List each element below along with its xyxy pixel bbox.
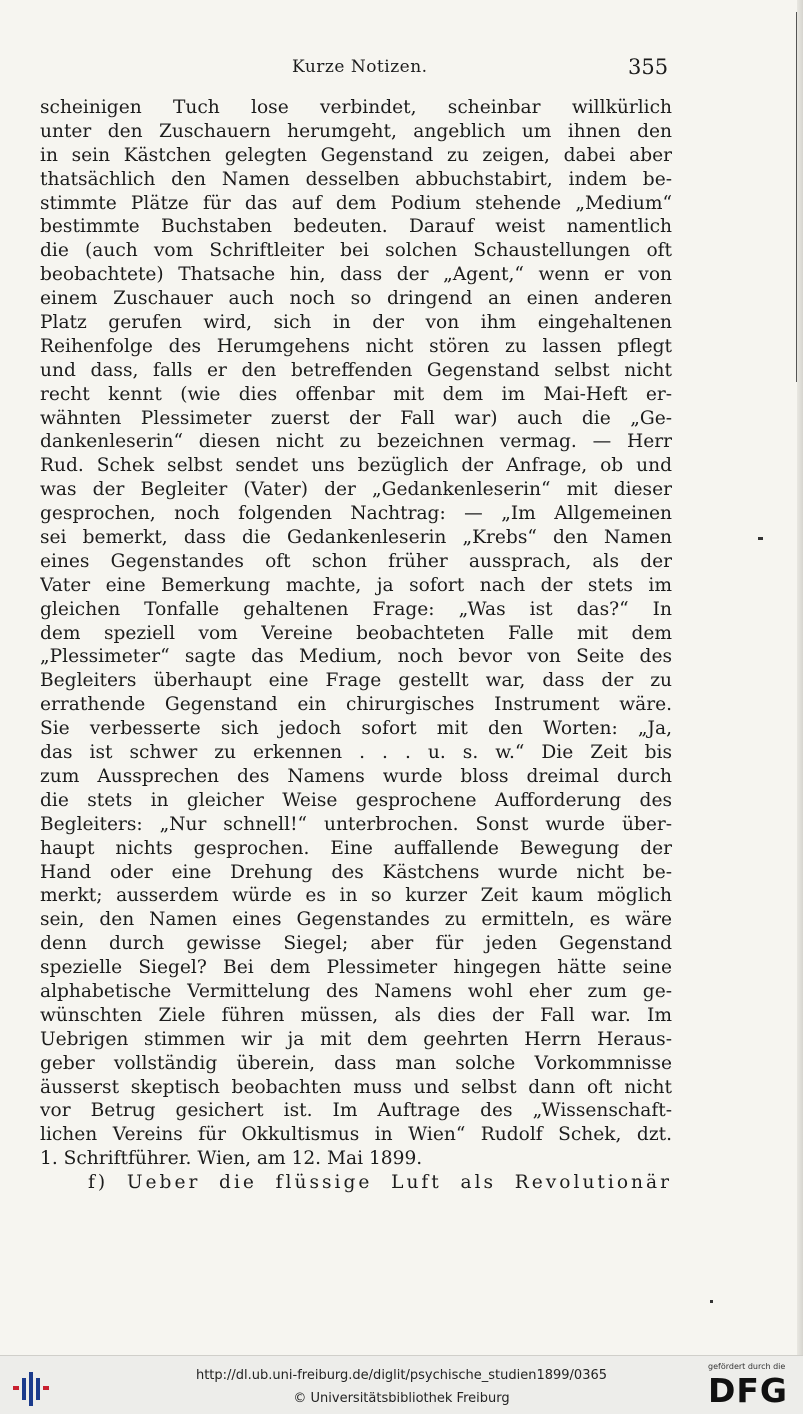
text-line: wähnten Plessimeter zuerst der Fall war) auch die „Ge-: [40, 407, 672, 429]
section-heading-line: f) Ueber die flüssige Luft als Revolutionär: [88, 1172, 672, 1194]
running-header-title: Kurze Notizen.: [292, 57, 428, 77]
text-line: scheinigen Tuch lose verbindet, scheinbar willkürlich: [40, 97, 672, 118]
text-line: alphabetische Vermittelung des Namens wohl eher zum ge-: [40, 980, 672, 1002]
dfg-caption: gefördert durch die: [708, 1362, 786, 1371]
text-line: stimmte Plätze für das auf dem Podium stehende „Medium“: [40, 192, 672, 214]
text-line: die stets in gleicher Weise gesprochene Aufforderung des: [40, 789, 672, 811]
text-line: vor Betrug gesichert ist. Im Auftrage des „Wissenschaft-: [40, 1100, 672, 1122]
text-line: haupt nichts gesprochen. Eine auffallende Bewegung der: [40, 837, 672, 859]
text-line: die (auch vom Schriftleiter bei solchen Schaustellungen oft: [40, 240, 672, 262]
text-line: was der Begleiter (Vater) der „Gedankenleserin“ mit dieser: [40, 479, 672, 501]
text-line: wünschten Ziele führen müssen, als dies der Fall war. Im: [40, 1004, 672, 1026]
text-line: merkt; ausserdem würde es in so kurzer Zeit kaum möglich: [40, 885, 672, 907]
text-line: Reihenfolge des Herumgehens nicht stören zu lassen pflegt: [40, 335, 672, 357]
source-url-link[interactable]: http://dl.ub.uni-freiburg.de/diglit/psychische_studien1899/0365: [195, 1368, 608, 1383]
text-line: äusserst skeptisch beobachten muss und selbst dann oft nicht: [40, 1076, 672, 1098]
scan-mark: [758, 537, 763, 540]
text-line: Rud. Schek selbst sendet uns bezüglich der Anfrage, ob und: [40, 455, 672, 477]
text-line: in sein Kästchen gelegten Gegenstand zu zeigen, dabei aber: [40, 144, 672, 166]
text-line: denn durch gewisse Siegel; aber für jeden Gegenstand: [40, 933, 672, 955]
footer-bar: [0, 1355, 803, 1414]
text-line: das ist schwer zu erkennen . . . u. s. w.“ Die Zeit bis: [40, 742, 672, 764]
copyright-text: © Universitätsbibliothek Freiburg: [293, 1391, 510, 1406]
text-line: gleichen Tonfalle gehaltenen Frage: „Was ist das?“ In: [40, 598, 672, 620]
text-line: unter den Zuschauern herumgeht, angeblich um ihnen den: [40, 120, 672, 142]
text-line: sein, den Namen eines Gegenstandes zu ermitteln, es wäre: [40, 909, 672, 931]
text-line: recht kennt (wie dies offenbar mit dem im Mai-Heft er-: [40, 383, 672, 405]
text-line: Platz gerufen wird, sich in der von ihm eingehaltenen: [40, 312, 672, 334]
text-line: 1. Schriftführer. Wien, am 12. Mai 1899.: [40, 1148, 423, 1170]
text-line: gesprochen, noch folgenden Nachtrag: — „Im Allgemeinen: [40, 503, 672, 525]
text-line: thatsächlich den Namen desselben abbuchstabirt, indem be-: [40, 168, 672, 190]
text-line: einem Zuschauer auch noch so dringend an einen anderen: [40, 288, 672, 310]
text-line: Vater eine Bemerkung machte, ja sofort nach der stets im: [40, 574, 672, 596]
text-line: dem speziell vom Vereine beobachteten Falle mit dem: [40, 622, 672, 644]
text-line: dankenleserin“ diesen nicht zu bezeichnen vermag. — Herr: [40, 431, 672, 453]
text-line: und dass, falls er den betreffenden Gegenstand selbst nicht: [40, 359, 672, 381]
text-line: zum Aussprechen des Namens wurde bloss dreimal durch: [40, 765, 672, 787]
text-line: errathende Gegenstand ein chirurgisches Instrument wäre.: [40, 694, 672, 716]
dfg-logo: DFG: [708, 1371, 789, 1410]
scan-mark: [796, 12, 797, 382]
scan-mark: [710, 1300, 713, 1303]
text-line: lichen Vereins für Okkultismus in Wien“ Rudolf Schek, dzt.: [40, 1124, 672, 1146]
text-line: Begleiters überhaupt eine Frage gestellt war, dass der zu: [40, 670, 672, 692]
text-line: geber vollständig überein, dass man solche Vorkommnisse: [40, 1052, 672, 1074]
body-text: [40, 96, 672, 1195]
text-line: Uebrigen stimmen wir ja mit dem geehrten Herrn Heraus-: [40, 1028, 672, 1050]
text-line: Hand oder eine Drehung des Kästchens wurde nicht be-: [40, 861, 672, 883]
page-edge: [797, 0, 803, 1355]
text-line: beobachtete) Thatsache hin, dass der „Agent,“ wenn er von: [40, 264, 672, 286]
text-line: bestimmte Buchstaben bedeuten. Darauf weist namentlich: [40, 216, 672, 238]
text-line: spezielle Siegel? Bei dem Plessimeter hingegen hätte seine: [40, 957, 672, 979]
page-number: 355: [628, 55, 669, 79]
text-line: Sie verbesserte sich jedoch sofort mit den Worten: „Ja,: [40, 718, 672, 740]
text-line: eines Gegenstandes oft schon früher aussprach, als der: [40, 550, 672, 572]
text-line: sei bemerkt, dass die Gedankenleserin „Krebs“ den Namen: [40, 527, 672, 549]
text-line: „Plessimeter“ sagte das Medium, noch bevor von Seite des: [40, 646, 672, 668]
text-line: Begleiters: „Nur schnell!“ unterbrochen. Sonst wurde über-: [40, 813, 672, 835]
